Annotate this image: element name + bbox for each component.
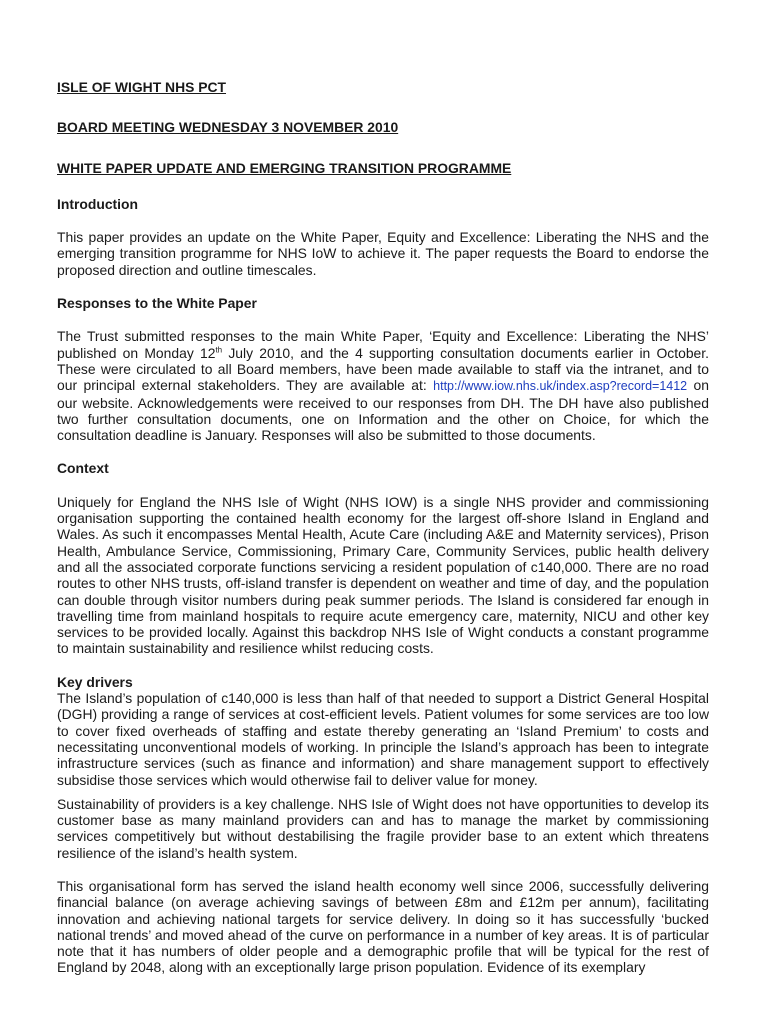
context-paragraph: Uniquely for England the NHS Isle of Wight (NHS IOW) is a single NHS provider and commissioning organisation supporting the contained health economy for the largest off-shore Island in England and Wales. As such it encompasses Mental Health, Acute Care (including A&E and Maternity services), Prison Health, Ambulance Service, Commissioning, Primary Care, Community Services, public health delivery and all the associated corporate functions servicing a resident population of c140,000. There are no road routes to other NHS trusts, off-island transfer is dependent on weather and time of day, and the population can double through visitor numbers during peak summer periods. The Island is considered far enough in travelling time from mainland hospitals to require acute emergency care, maternity, NICU and other key services to be provided locally. Against this backdrop NHS Isle of Wight conducts a constant programme to maintain sustainability and resilience whilst reducing costs. xyxy=(57,493,709,657)
responses-text-3: on our website. Acknowledgements were received to our responses from DH. The DH have also published two further consultation documents, one on Information and the other on Choice, for which the consultation deadline is January. Responses will also be submitted to those documents. xyxy=(57,377,710,444)
responses-heading: Responses to the White Paper xyxy=(57,295,257,312)
document-body xyxy=(57,79,709,993)
context-heading: Context xyxy=(57,460,109,477)
responses-paragraph xyxy=(57,328,709,443)
date-suffix: th xyxy=(215,345,223,355)
paper-title: WHITE PAPER UPDATE AND EMERGING TRANSITION PROGRAMME xyxy=(57,159,512,176)
org-heading: ISLE OF WIGHT NHS PCT xyxy=(57,79,227,95)
introduction-paragraph: This paper provides an update on the White Paper, Equity and Excellence: Liberating the NHS and the emerging transition programme for NHS IoW to achieve it. The paper requests the Board to endorse the proposed direction and outline timescales. xyxy=(57,229,709,278)
meeting-heading: BOARD MEETING WEDNESDAY 3 NOVEMBER 2010 xyxy=(57,119,399,136)
introduction-heading: Introduction xyxy=(57,195,139,212)
key-drivers-heading: Key drivers xyxy=(57,673,133,690)
website-link[interactable]: http://www.iow.nhs.uk/index.asp?record=1412 xyxy=(433,379,688,394)
responses-text-1: The Trust submitted responses to the main White Paper, ‘Equity and Excellence: Liberating the NHS’ published on Monday 12 xyxy=(57,328,709,361)
key-drivers-paragraph-1: The Island’s population of c140,000 is less than half of that needed to support a District General Hospital (DGH) providing a range of services at cost-efficient levels. Patient volumes for some services are too low to cover fixed overheads of staffing and estate thereby generating an ‘Island Premium’ to costs and necessitating unconventional models of working. In principle the Island’s approach has been to integrate infrastructure services (such as finance and information) and share management support to effectively subsidise those services which would otherwise fail to deliver value for money. xyxy=(57,690,709,788)
responses-text-2: July 2010, and the 4 supporting consultation documents earlier in October. These were circulated to all Board members, have been made available to staff via the intranet, and to our principal external stakeholders. They are available at: xyxy=(57,344,709,394)
key-drivers-paragraph-3: This organisational form has served the island health economy well since 2006, successfully delivering financial balance (on average achieving savings of between £8m and £12m per annum), facilitating innovation and achieving national targets for service delivery. In doing so it has successfully ‘bucked national trends’ and moved ahead of the curve on performance in a number of key areas. It is of particular note that it has numbers of older people and a demographic profile that will be typical for the rest of England by 2048, along with an exceptionally large prison population. Evidence of its exemplary xyxy=(57,877,709,976)
key-drivers-paragraph-2: Sustainability of providers is a key challenge. NHS Isle of Wight does not have opportunities to develop its customer base as many mainland providers can and has to manage the market by commissioning services competitively but without destabilising the fragile provider base to an extent which threatens resilience of the island’s health system. xyxy=(57,795,709,861)
